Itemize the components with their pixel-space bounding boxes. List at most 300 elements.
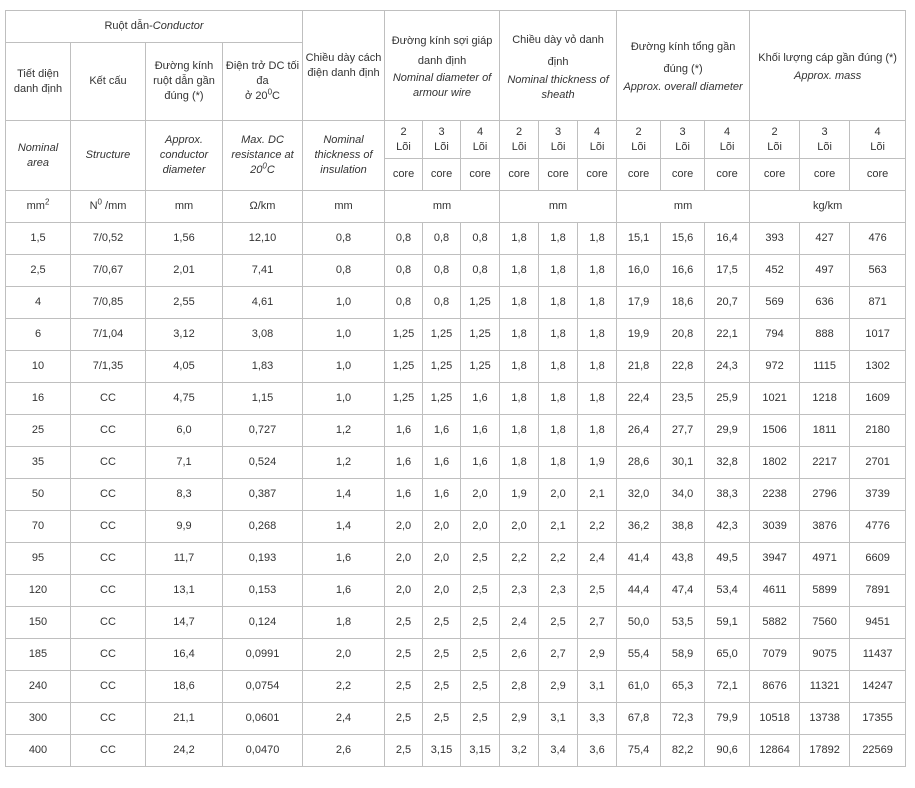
cell-overall-3: 82,2 [661,735,705,767]
armour-core-2: 2 Lõi [385,121,423,159]
cell-overall-2: 75,4 [617,735,661,767]
units-row [6,191,906,223]
cell-armour-4: 1,6 [461,415,500,447]
cell-armour-3: 3,15 [423,735,461,767]
cell-armour-4: 2,5 [461,607,500,639]
cell-armour-3: 2,5 [423,671,461,703]
cell-mass-4: 2701 [850,447,906,479]
cell-area: 25 [6,415,71,447]
cell-sheath-2: 1,8 [500,223,539,255]
table-row [6,479,906,511]
cell-mass-3: 636 [800,287,850,319]
table-row [6,607,906,639]
cell-sheath-2: 2,9 [500,703,539,735]
cell-armour-3: 1,6 [423,447,461,479]
cell-armour-4: 3,15 [461,735,500,767]
cell-sheath-3: 2,3 [539,575,578,607]
cell-sheath-3: 2,5 [539,607,578,639]
cell-overall-3: 58,9 [661,639,705,671]
cable-spec-table-container [5,10,906,767]
conductor-group-header: Ruột dẫn-Conductor [6,11,303,43]
cell-mass-3: 888 [800,319,850,351]
unit-insulation: mm [303,191,385,223]
cell-sheath-2: 3,2 [500,735,539,767]
table-row [6,639,906,671]
cell-armour-2: 2,5 [385,607,423,639]
cell-overall-3: 38,8 [661,511,705,543]
cell-insulation: 2,4 [303,703,385,735]
cell-sheath-4: 1,8 [578,383,617,415]
header-row-cores [6,121,906,159]
cell-mass-2: 2238 [750,479,800,511]
cell-sheath-3: 1,8 [539,415,578,447]
cell-mass-4: 7891 [850,575,906,607]
cell-mass-4: 1017 [850,319,906,351]
cell-armour-3: 2,5 [423,607,461,639]
cell-structure: CC [71,383,146,415]
cell-structure: CC [71,415,146,447]
armour-core-3: 3 Lõi [423,121,461,159]
cell-overall-4: 59,1 [705,607,750,639]
armour-core-4: 4 Lõi [461,121,500,159]
cell-armour-4: 1,6 [461,447,500,479]
cell-armour-4: 2,5 [461,575,500,607]
cell-area: 95 [6,543,71,575]
cell-mass-4: 476 [850,223,906,255]
overall-core-2: 2 Lõi [617,121,661,159]
cell-insulation: 0,8 [303,223,385,255]
cell-conductor-diameter: 11,7 [146,543,223,575]
cell-overall-2: 41,4 [617,543,661,575]
sheath-core-4: 4 Lõi [578,121,617,159]
cell-overall-2: 26,4 [617,415,661,447]
cell-sheath-2: 1,8 [500,351,539,383]
cell-area: 50 [6,479,71,511]
cell-overall-3: 34,0 [661,479,705,511]
table-row [6,671,906,703]
cell-area: 35 [6,447,71,479]
cell-armour-3: 2,0 [423,543,461,575]
cell-mass-2: 1802 [750,447,800,479]
cell-overall-4: 17,5 [705,255,750,287]
cell-sheath-2: 2,3 [500,575,539,607]
cell-insulation: 1,6 [303,543,385,575]
cell-mass-4: 2180 [850,415,906,447]
cell-conductor-diameter: 13,1 [146,575,223,607]
cell-armour-2: 2,5 [385,639,423,671]
cell-overall-3: 30,1 [661,447,705,479]
cell-sheath-3: 1,8 [539,447,578,479]
cell-sheath-2: 2,0 [500,511,539,543]
cell-mass-2: 393 [750,223,800,255]
cell-conductor-diameter: 4,75 [146,383,223,415]
cell-mass-4: 871 [850,287,906,319]
diameter-header-vi: Đường kính ruột dẫn gần đúng (*) [146,43,223,121]
table-row [6,415,906,447]
cell-overall-4: 65,0 [705,639,750,671]
sheath-core-2: 2 Lõi [500,121,539,159]
cell-mass-2: 7079 [750,639,800,671]
cell-overall-2: 15,1 [617,223,661,255]
cell-sheath-3: 1,8 [539,287,578,319]
cell-mass-3: 497 [800,255,850,287]
cell-insulation: 0,8 [303,255,385,287]
cell-overall-4: 22,1 [705,319,750,351]
cell-insulation: 2,0 [303,639,385,671]
cell-armour-2: 2,5 [385,671,423,703]
cell-armour-4: 0,8 [461,223,500,255]
table-row [6,447,906,479]
cell-mass-3: 1218 [800,383,850,415]
header-row-group [6,11,906,43]
cell-area: 1,5 [6,223,71,255]
cell-insulation: 1,2 [303,415,385,447]
cell-armour-3: 2,5 [423,703,461,735]
overall-core-4: 4 Lõi [705,121,750,159]
cell-overall-3: 47,4 [661,575,705,607]
cell-overall-4: 90,6 [705,735,750,767]
cell-sheath-2: 1,8 [500,255,539,287]
area-header-vi: Tiết diện danh định [6,43,71,121]
cell-structure: CC [71,447,146,479]
cell-sheath-4: 1,9 [578,447,617,479]
mass-header: Khối lượng cáp gần đúng (*) Approx. mass [750,11,906,121]
cell-area: 185 [6,639,71,671]
cell-armour-4: 1,25 [461,319,500,351]
cell-dc-resistance: 0,0754 [223,671,303,703]
cell-mass-3: 2796 [800,479,850,511]
cell-structure: CC [71,511,146,543]
structure-header-vi: Kết cấu [71,43,146,121]
cell-insulation: 1,2 [303,447,385,479]
cell-sheath-4: 3,1 [578,671,617,703]
cell-dc-resistance: 12,10 [223,223,303,255]
cell-structure: CC [71,671,146,703]
cell-sheath-2: 1,8 [500,447,539,479]
cell-area: 120 [6,575,71,607]
cell-mass-2: 1506 [750,415,800,447]
cell-insulation: 1,8 [303,607,385,639]
unit-resistance: Ω/km [223,191,303,223]
cell-armour-2: 1,6 [385,447,423,479]
cell-armour-4: 2,5 [461,703,500,735]
cell-structure: CC [71,575,146,607]
cell-sheath-3: 2,7 [539,639,578,671]
cell-mass-2: 8676 [750,671,800,703]
cell-sheath-2: 1,8 [500,319,539,351]
cell-overall-4: 20,7 [705,287,750,319]
cell-overall-3: 53,5 [661,607,705,639]
cell-overall-4: 25,9 [705,383,750,415]
cell-armour-2: 1,25 [385,351,423,383]
cell-sheath-4: 2,2 [578,511,617,543]
sheath-header: Chiều dày vỏ danh định Nominal thickness of sheath [500,11,617,121]
cell-mass-2: 452 [750,255,800,287]
cell-area: 4 [6,287,71,319]
cell-overall-4: 53,4 [705,575,750,607]
cell-mass-3: 9075 [800,639,850,671]
cell-overall-4: 72,1 [705,671,750,703]
unit-mass: kg/km [750,191,906,223]
cell-mass-4: 563 [850,255,906,287]
cell-mass-2: 12864 [750,735,800,767]
cell-sheath-3: 1,8 [539,351,578,383]
cell-area: 70 [6,511,71,543]
cell-conductor-diameter: 7,1 [146,447,223,479]
cell-sheath-4: 2,9 [578,639,617,671]
cell-dc-resistance: 4,61 [223,287,303,319]
cell-armour-3: 0,8 [423,287,461,319]
cell-sheath-3: 1,8 [539,383,578,415]
cell-sheath-4: 2,7 [578,607,617,639]
cell-mass-3: 11321 [800,671,850,703]
cell-armour-4: 2,0 [461,511,500,543]
cell-dc-resistance: 0,0991 [223,639,303,671]
cell-sheath-4: 1,8 [578,351,617,383]
cell-sheath-2: 2,6 [500,639,539,671]
cell-armour-2: 1,6 [385,415,423,447]
cell-mass-4: 1302 [850,351,906,383]
cell-dc-resistance: 0,268 [223,511,303,543]
cell-sheath-2: 1,9 [500,479,539,511]
table-row [6,511,906,543]
sheath-core-3: 3 Lõi [539,121,578,159]
cell-sheath-4: 1,8 [578,319,617,351]
cell-armour-3: 1,6 [423,479,461,511]
cell-mass-4: 17355 [850,703,906,735]
cell-dc-resistance: 0,0601 [223,703,303,735]
cell-conductor-diameter: 3,12 [146,319,223,351]
cell-armour-3: 0,8 [423,255,461,287]
cell-sheath-3: 2,9 [539,671,578,703]
cell-mass-2: 4611 [750,575,800,607]
cell-mass-4: 1609 [850,383,906,415]
cell-armour-3: 0,8 [423,223,461,255]
cell-sheath-3: 1,8 [539,319,578,351]
cell-conductor-diameter: 21,1 [146,703,223,735]
cell-mass-2: 1021 [750,383,800,415]
cell-armour-2: 2,0 [385,511,423,543]
cell-overall-2: 16,0 [617,255,661,287]
cell-overall-3: 72,3 [661,703,705,735]
table-row [6,575,906,607]
cell-dc-resistance: 0,193 [223,543,303,575]
cell-mass-3: 4971 [800,543,850,575]
armour-core-2-en: core [385,159,423,191]
cell-mass-4: 11437 [850,639,906,671]
cell-overall-2: 55,4 [617,639,661,671]
cell-structure: CC [71,735,146,767]
cell-conductor-diameter: 9,9 [146,511,223,543]
table-row [6,383,906,415]
cell-overall-2: 22,4 [617,383,661,415]
cell-sheath-4: 2,5 [578,575,617,607]
cell-armour-2: 2,0 [385,575,423,607]
mass-core-2: 2 Lõi [750,121,800,159]
mass-core-3: 3 Lõi [800,121,850,159]
cell-conductor-diameter: 24,2 [146,735,223,767]
table-row [6,287,906,319]
cell-overall-3: 16,6 [661,255,705,287]
data-rows [6,223,906,767]
mass-core-2-en: core [750,159,800,191]
sheath-core-2-en: core [500,159,539,191]
cell-sheath-3: 2,1 [539,511,578,543]
cell-dc-resistance: 1,83 [223,351,303,383]
cell-insulation: 2,2 [303,671,385,703]
cell-armour-3: 1,25 [423,383,461,415]
cell-overall-3: 43,8 [661,543,705,575]
cell-structure: 7/1,35 [71,351,146,383]
cell-sheath-2: 1,8 [500,415,539,447]
cell-overall-3: 27,7 [661,415,705,447]
cell-armour-2: 2,5 [385,735,423,767]
cell-structure: 7/0,85 [71,287,146,319]
cell-overall-4: 29,9 [705,415,750,447]
cell-insulation: 1,0 [303,319,385,351]
cell-sheath-4: 1,8 [578,415,617,447]
cell-structure: CC [71,543,146,575]
cell-conductor-diameter: 8,3 [146,479,223,511]
cell-mass-4: 4776 [850,511,906,543]
table-row [6,703,906,735]
table-row [6,319,906,351]
cell-overall-2: 32,0 [617,479,661,511]
cell-overall-4: 38,3 [705,479,750,511]
cell-sheath-2: 2,2 [500,543,539,575]
cell-sheath-3: 1,8 [539,255,578,287]
cell-conductor-diameter: 2,55 [146,287,223,319]
cell-mass-2: 5882 [750,607,800,639]
cell-overall-4: 49,5 [705,543,750,575]
cell-insulation: 1,4 [303,479,385,511]
cell-mass-4: 6609 [850,543,906,575]
cell-overall-3: 22,8 [661,351,705,383]
armour-core-3-en: core [423,159,461,191]
cell-mass-2: 794 [750,319,800,351]
cell-overall-2: 61,0 [617,671,661,703]
cell-armour-4: 2,5 [461,671,500,703]
cell-sheath-3: 2,0 [539,479,578,511]
cell-conductor-diameter: 4,05 [146,351,223,383]
mass-core-4-en: core [850,159,906,191]
cell-mass-3: 7560 [800,607,850,639]
cell-sheath-4: 3,3 [578,703,617,735]
cell-mass-2: 3039 [750,511,800,543]
cell-overall-3: 18,6 [661,287,705,319]
overall-core-4-en: core [705,159,750,191]
cell-sheath-2: 1,8 [500,383,539,415]
diameter-header-en: Approx. conductor diameter [146,121,223,191]
cell-overall-3: 20,8 [661,319,705,351]
cell-conductor-diameter: 18,6 [146,671,223,703]
cell-overall-3: 15,6 [661,223,705,255]
table-row [6,543,906,575]
cell-dc-resistance: 0,124 [223,607,303,639]
cell-structure: 7/0,52 [71,223,146,255]
cell-sheath-3: 1,8 [539,223,578,255]
cell-overall-2: 19,9 [617,319,661,351]
cell-area: 240 [6,671,71,703]
cell-insulation: 1,4 [303,511,385,543]
cell-structure: 7/1,04 [71,319,146,351]
cell-mass-4: 14247 [850,671,906,703]
cell-sheath-3: 2,2 [539,543,578,575]
cell-structure: CC [71,703,146,735]
cell-armour-3: 2,5 [423,639,461,671]
cell-conductor-diameter: 1,56 [146,223,223,255]
cell-armour-4: 1,25 [461,351,500,383]
cell-area: 10 [6,351,71,383]
cable-spec-table [5,10,906,767]
cell-armour-3: 1,6 [423,415,461,447]
cell-area: 300 [6,703,71,735]
cell-conductor-diameter: 2,01 [146,255,223,287]
overall-core-2-en: core [617,159,661,191]
unit-sheath: mm [500,191,617,223]
cell-armour-4: 2,5 [461,543,500,575]
cell-mass-2: 10518 [750,703,800,735]
cell-dc-resistance: 0,524 [223,447,303,479]
resistance-header-en: Max. DC resistance at $20^0C$ [223,121,303,191]
cell-mass-4: 9451 [850,607,906,639]
cell-insulation: 1,6 [303,575,385,607]
table-row [6,223,906,255]
unit-armour: mm [385,191,500,223]
cell-mass-3: 3876 [800,511,850,543]
cell-armour-4: 2,0 [461,479,500,511]
cell-mass-2: 3947 [750,543,800,575]
cell-mass-3: 17892 [800,735,850,767]
cell-armour-2: 1,25 [385,383,423,415]
cell-sheath-4: 1,8 [578,287,617,319]
cell-armour-2: 1,25 [385,319,423,351]
cell-overall-2: 36,2 [617,511,661,543]
unit-diameter: mm [146,191,223,223]
cell-dc-resistance: 7,41 [223,255,303,287]
cell-sheath-3: 3,4 [539,735,578,767]
cell-armour-2: 0,8 [385,255,423,287]
cell-mass-3: 2217 [800,447,850,479]
cell-mass-3: 5899 [800,575,850,607]
cell-mass-4: 22569 [850,735,906,767]
cell-armour-2: 0,8 [385,223,423,255]
cell-structure: CC [71,639,146,671]
cell-conductor-diameter: 6,0 [146,415,223,447]
overall-diameter-header: Đường kính tổng gần đúng (*) Approx. overall diameter [617,11,750,121]
cell-dc-resistance: 1,15 [223,383,303,415]
cell-overall-4: 24,3 [705,351,750,383]
cell-insulation: 1,0 [303,383,385,415]
cell-mass-2: 569 [750,287,800,319]
structure-header-en: Structure [71,121,146,191]
cell-armour-3: 1,25 [423,319,461,351]
cell-armour-2: 2,5 [385,703,423,735]
cell-sheath-4: 3,6 [578,735,617,767]
cell-dc-resistance: 0,727 [223,415,303,447]
cell-overall-4: 32,8 [705,447,750,479]
table-row [6,255,906,287]
cell-armour-3: 2,0 [423,575,461,607]
cell-mass-3: 1115 [800,351,850,383]
cell-dc-resistance: 0,387 [223,479,303,511]
cell-overall-2: 21,8 [617,351,661,383]
cell-conductor-diameter: 16,4 [146,639,223,671]
cell-overall-2: 17,9 [617,287,661,319]
sheath-core-3-en: core [539,159,578,191]
cell-sheath-4: 2,1 [578,479,617,511]
cell-armour-4: 1,25 [461,287,500,319]
